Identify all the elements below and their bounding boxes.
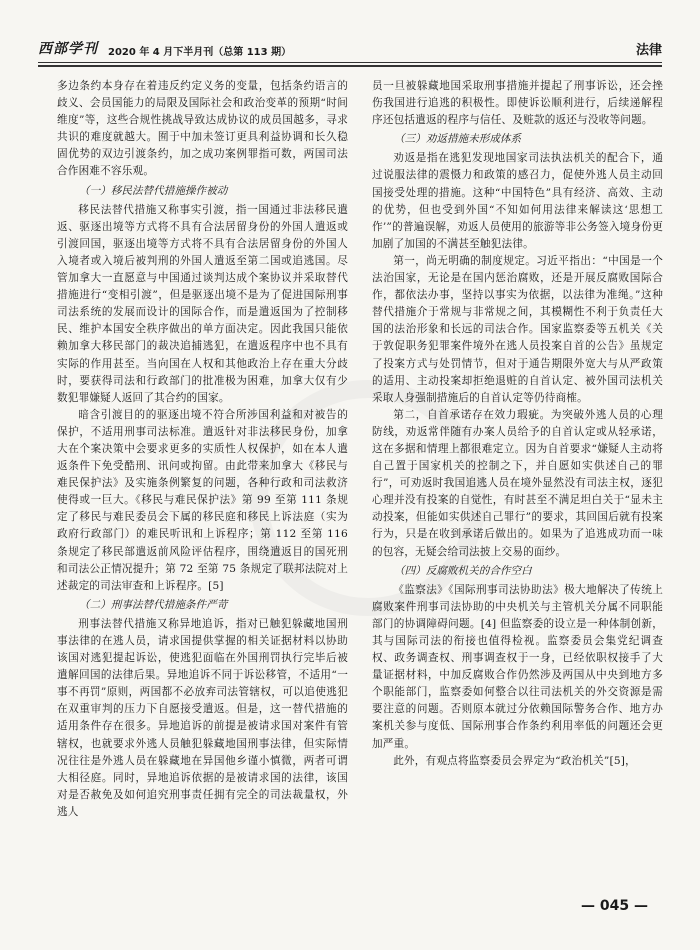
paragraph: 暗含引渡目的的驱逐出境不符合所涉国利益和对被告的保护，不适用刑事司法标准。遣返针对非法移民身份，加拿大在个案决策中会要求更多的实质性人权保护，如在本人遣返条件下免受酷刑、讯问或拘留。由此带来加拿大《移民与难民保护法》及实施条例繁复的问题，各种行政和司法救济使得或一巨大。《移民与难民保护法》第 99 至第 111 条规定了移民与难民委员会下属的移民庭和移民上诉法庭（实为政府行政部门）的难民听讯和上诉程序；第 112 至第 116 条规定了移民部遣返前风险评估程序，围绕遣返目的国死刑和司法公正情况提升；第 72 至第 75 条规定了联邦法院对上述裁定的司法审查和上诉程序。[5] xyxy=(57,408,348,592)
paragraph: 多边条约本身存在着违反约定义务的变量，包括条约语言的歧义、会员国能力的局限及国际社会和政治变革的预期“时间维度”等，这些合规性挑战导致达成协议的成员国越多，寻求共识的难度就越大。囿于中加未签订更具利益协调和长久稳固优势的双边引渡条约，加之成功案例罪指可数，两国司法合作困难不容乐观。 xyxy=(57,80,348,178)
section-heading: （二）刑事法替代措施条件严苛 xyxy=(79,598,228,611)
header-rule-thick xyxy=(38,65,662,67)
article-body xyxy=(57,78,663,890)
left-column xyxy=(57,78,348,890)
page-number: — 045 — xyxy=(581,898,648,914)
page-header xyxy=(38,30,662,58)
right-column xyxy=(372,78,663,890)
issue-info: 2020 年 4 月下半月刊（总第 113 期） xyxy=(108,47,292,58)
paragraph: 刑事法替代措施又称异地追诉，指对已触犯躲藏地国刑事法律的在逃人员，请求国提供掌握的相关证据材料以协助该国对逃犯提起诉讼，使逃犯面临在外国刑罚执行完毕后被遣解回国的法律后果。异地追诉不同于诉讼移管，不适用“一事不再罚”原则，两国都不必放弃司法管辖权，可以追使逃犯在双重审判的压力下自愿接受遣返。但是，这一替代措施的适用条件存在很多。异地追诉的前提是被请求国对案件有管辖权，也就要求外逃人员触犯躲藏地国刑事法律，但实际情况往往是外逃人员在躲藏地在异国他乡谨小慎微，两者可谓大相径庭。同时，异地追诉依据的是被请求国的法律，该国对是否赦免及如何追究刑事责任拥有完全的司法裁量权，外逃人 xyxy=(57,617,348,818)
section-heading: （三）劝返措施未形成体系 xyxy=(394,133,522,146)
paragraph: 移民法替代措施又称事实引渡，指一国通过非法移民遣返、驱逐出境等方式将不具有合法居留身份的外国人遣返或引渡回国，驱逐出境等方式将不具有合法居留身份的外国人入境者或入境后被判刑的外国人遣返至第二国或追逃国。尽管加拿大一直愿意与中国通过谈判达成个案协议并采取替代措施进行“变相引渡”，但是驱逐出境不是为了促进国际刑事司法系统的发展而设计的国际合作，而是遣返国为了控制移民、维护本国安全秩序做出的单方面决定。因此我国只能依赖加拿大移民部门的裁决追捕逃犯，在遣返程序中也不具有实际的作用甚至。当向国在人权和其他政治上存在重大分歧时，要获得司法和行政部门的批准极为困难，加拿大仅有少数犯罪嫌疑人返回了其合约的国家。 xyxy=(57,203,348,404)
section-heading: （四）反腐败机关的合作空白 xyxy=(394,564,532,577)
paragraph: 此外，有观点将监察委员会界定为“政治机关”[5]， xyxy=(393,754,636,767)
section-label: 法律 xyxy=(635,43,662,58)
paragraph: 员一旦被躲藏地国采取刑事措施并提起了刑事诉讼，还会挫伤我国进行追逃的积极性。即使诉讼顺利进行，后续递解程序还包括遣返的程序与信任、及赃款的返还与没收等问题。 xyxy=(372,80,663,127)
section-heading: （一）移民法替代措施操作被动 xyxy=(79,184,228,197)
journal-title: 西部学刊 xyxy=(38,41,98,57)
paragraph: 《监察法》《国际刑事司法协助法》极大地解决了传统上腐败案件刑事司法协助的中央机关与主管机关分属不同职能部门的协调障碍问题。[4] 但监察委的设立是一种体制创新，其与国际司法的衔接也值得检视。监察委员会集党纪调查权、政务调查权、刑事调查权于一身，已经依职权接手了大量证据材料，中加反腐败合作仍然涉及两国从中央到地方多个职能部门，监察委如何整合以往司法机关的外交资源是需要注意的问题。否则原本就过分依赖国际警务合作、地方办案机关参与度低、国际刑事合作条约利用率低的问题还会更加严重。 xyxy=(372,583,663,750)
paragraph: 第二，自首承诺存在效力瑕疵。为突破外逃人员的心理防线，劝返常伴随有办案人员给予的自首认定或从轻承诺，这在多据和情理上都很难定立。因为自首要求“嫌疑人主动将自己置于国家机关的控制之下，并自愿如实供述自己的罪行”，可劝返时我国追逃人员在境外显然没有司法主权，逐犯心理并没有投案的自觉性，有时甚至不满足坦白关于“显未主动投案，但能如实供述自己罪行”的要求，其回国后就有投案行为，只是在收到承诺后做出的。如果为了追逃成功而一味的包容，无疑会给司法披上交易的面纱。 xyxy=(372,408,663,558)
paragraph: 劝返是指在逃犯发现地国家司法执法机关的配合下，通过说服法律的震慑力和政策的感召力，促使外逃人员主动回国接受处理的措施。这种“中国特色”具有经济、高效、主动的优势，但也受到外国“不知如何用法律来解读这‘思想工作’”的普遍误解，劝返人员使用的旅游等非公务签入境身份更加剧了加国的不满甚至触犯法律。 xyxy=(372,152,663,250)
paragraph: 第一，尚无明确的制度规定。习近平指出：“中国是一个法治国家，无论是在国内惩治腐败，还是开展反腐败国际合作，都依法办事，坚持以事实为依据，以法律为准绳。”这种替代措施介于常规与非常规之间，其模糊性不利于负责任大国的法治形象和长远的司法合作。国家监察委等五机关《关于敦促职务犯罪案件境外在逃人员投案自首的公告》虽规定了投案方式与处罚情节，但对于通告期限外宽大与从严政策的适用、主动投案却拒绝退赃的自首认定、被外国司法机关采取人身强制措施后的自首认定等仍待商榷。 xyxy=(372,254,663,404)
header-rule xyxy=(38,62,662,63)
